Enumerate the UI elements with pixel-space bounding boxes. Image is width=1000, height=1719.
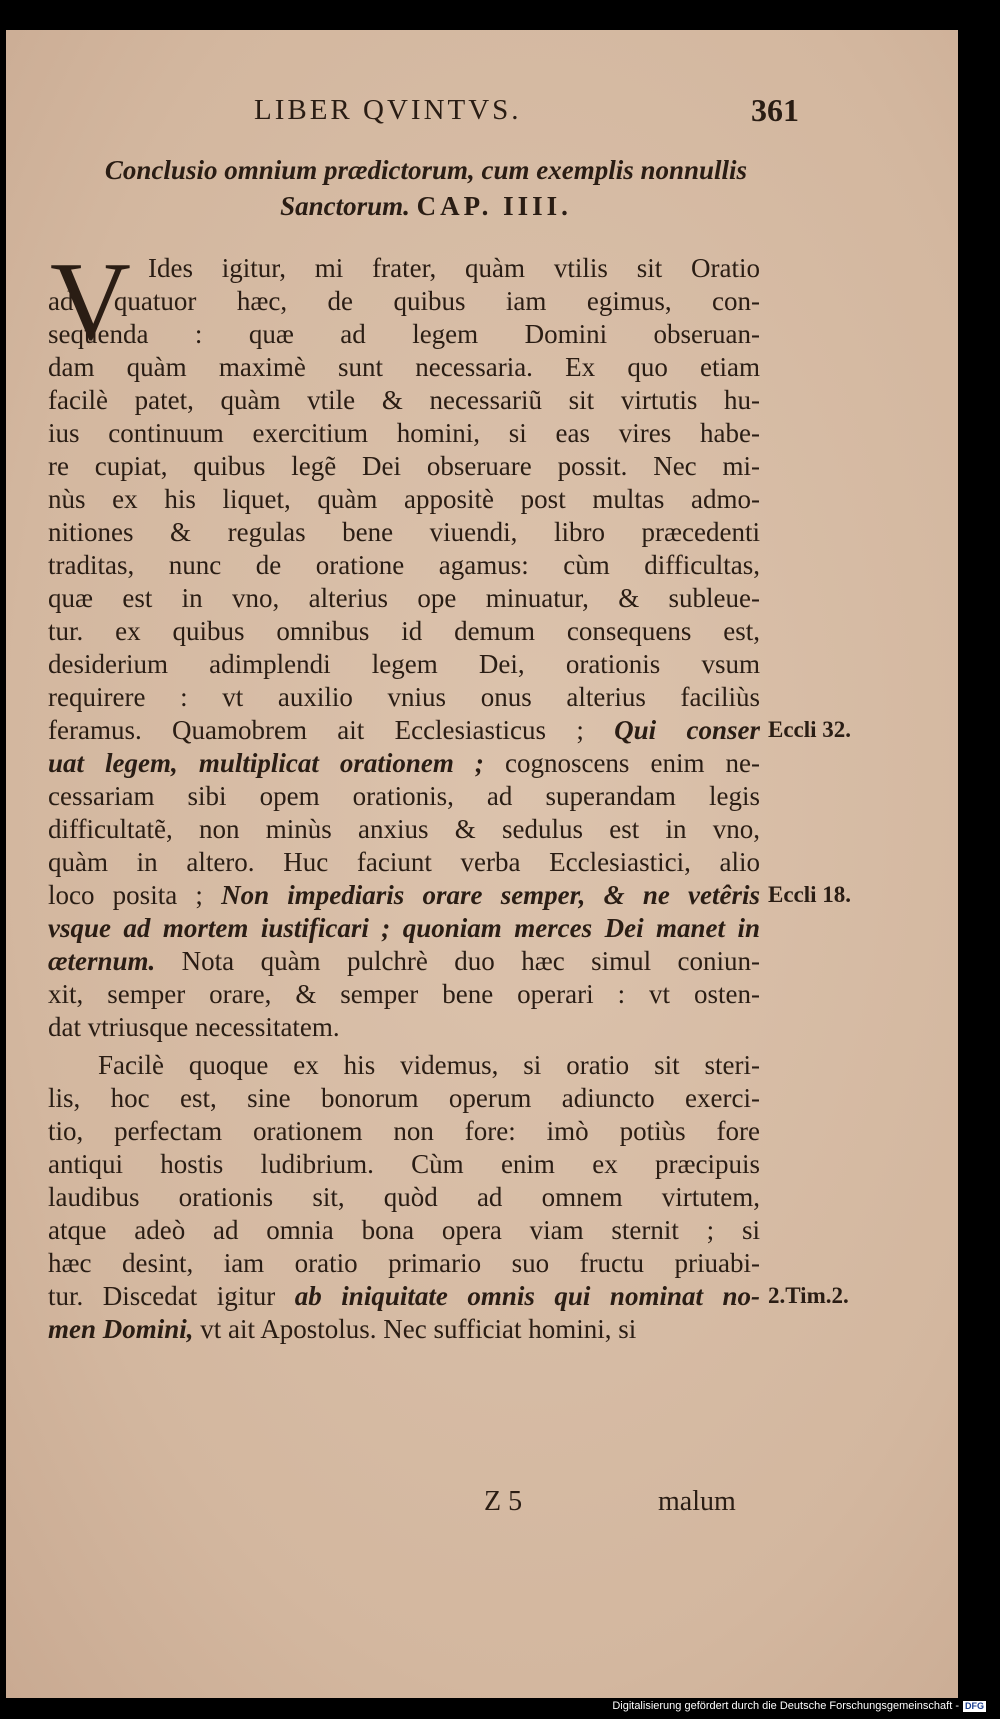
text-line — [48, 582, 760, 615]
text-line — [48, 1181, 760, 1214]
chapter-title — [66, 152, 786, 224]
text-run: quàm in altero. Huc faciunt verba Ecclesiastici, alio — [48, 847, 760, 877]
text-run: desiderium adimplendi legem Dei, orationis vsum — [48, 649, 760, 679]
text-run: nùs ex his liquet, quàm appositè post multas admo- — [48, 484, 760, 514]
text-run: atque adeò ad omnia bona opera viam sternit ; si — [48, 1215, 760, 1245]
text-run: quæ est in vno, alterius ope minuatur, & subleue- — [48, 583, 760, 613]
text-line — [48, 450, 760, 483]
italic-quotation: æternum. — [48, 946, 156, 976]
margin-note: 2.Tim.2. — [768, 1283, 849, 1308]
text-line — [48, 1082, 760, 1115]
text-line — [48, 648, 760, 681]
text-line — [48, 1148, 760, 1181]
chapter-title-sanctorum: Sanctorum. — [280, 191, 410, 221]
text-run: requirere : vt auxilio vnius onus alterius faciliùs — [48, 682, 760, 712]
text-line — [48, 417, 760, 450]
text-line — [98, 1049, 760, 1082]
text-line — [48, 483, 760, 516]
text-run: lis, hoc est, sine bonorum operum adiuncto exerci- — [48, 1083, 760, 1113]
text-run: dam quàm maximè sunt necessaria. Ex quo etiam — [48, 352, 760, 382]
text-run: loco posita ; — [48, 880, 222, 910]
text-run: xit, semper orare, & semper bene operari : vt osten- — [48, 979, 760, 1009]
text-line — [48, 1280, 760, 1313]
text-line — [48, 351, 760, 384]
book-page — [6, 30, 958, 1698]
text-run: antiqui hostis ludibrium. Cùm enim ex præcipuis — [48, 1149, 760, 1179]
text-run: tio, perfectam orationem non fore: imò potiùs fore — [48, 1116, 760, 1146]
text-line — [48, 1313, 760, 1346]
italic-quotation: vsque ad mortem iustificari ; quoniam merces Dei manet in — [48, 913, 760, 943]
text-line — [48, 384, 760, 417]
text-run: ius continuum exercitium homini, si eas vires habe- — [48, 418, 760, 448]
text-run: cessariam sibi opem orationis, ad superandam legis — [48, 781, 760, 811]
text-run: dat vtriusque necessitatem. — [48, 1012, 340, 1042]
text-run: cognoscens enim ne- — [483, 748, 760, 778]
chapter-title-line1: Conclusio omnium prædictorum, cum exemplis nonnullis — [104, 155, 748, 185]
text-run: sequenda : quæ ad legem Domini obseruan- — [48, 319, 760, 349]
text-run: re cupiat, quibus legẽ Dei obseruare possit. Nec mi- — [48, 451, 760, 481]
text-run: ad quatuor hæc, de quibus iam egimus, con- — [48, 286, 760, 316]
text-run: tur. ex quibus omnibus id demum consequens est, — [48, 616, 760, 646]
text-line — [48, 516, 760, 549]
text-line — [48, 1214, 760, 1247]
catchword: malum — [658, 1486, 736, 1517]
italic-quotation: uat legem, multiplicat orationem ; — [48, 748, 484, 778]
signature-mark: Z 5 — [484, 1486, 523, 1517]
text-line — [48, 615, 760, 648]
italic-quotation: ab iniquitate omnis qui nominat no- — [294, 1281, 760, 1311]
text-line — [48, 912, 760, 945]
text-run: nitiones & regulas bene viuendi, libro præcedenti — [48, 517, 760, 547]
text-line — [48, 945, 760, 978]
text-run: vt ait Apostolus. Nec sufficiat homini, si — [193, 1314, 637, 1344]
page-number: 361 — [751, 92, 799, 128]
chapter-title-line2 — [66, 188, 786, 224]
text-line — [48, 318, 760, 351]
text-run: traditas, nunc de oratione agamus: cùm difficultas, — [48, 550, 760, 580]
text-run: tur. Discedat igitur — [48, 1281, 295, 1311]
digitization-credit-text: Digitalisierung gefördert durch die Deutsche Forschungsgemeinschaft - — [612, 1700, 959, 1712]
text-run: Ides igitur, mi frater, quàm vtilis sit Oratio — [148, 253, 760, 283]
text-line — [48, 978, 760, 1011]
text-line — [48, 549, 760, 582]
text-line — [48, 1115, 760, 1148]
text-line — [48, 285, 760, 318]
text-line — [48, 846, 760, 879]
chapter-number: CAP. IIII. — [416, 191, 572, 221]
text-run: hæc desint, iam oratio primario suo fructu priuabi- — [48, 1248, 760, 1278]
margin-note: Eccli 18. — [768, 882, 852, 907]
text-line — [48, 780, 760, 813]
text-run: feramus. Quamobrem ait Ecclesiasticus ; — [48, 715, 615, 745]
text-line — [48, 681, 760, 714]
dfg-logo: DFG — [965, 1700, 984, 1711]
text-line — [48, 1247, 760, 1280]
text-line — [48, 1011, 760, 1044]
text-run: Nota quàm pulchrè duo hæc simul coniun- — [155, 946, 760, 976]
text-line — [148, 252, 760, 285]
text-run: laudibus orationis sit, quòd ad omnem virtutem, — [48, 1182, 760, 1212]
text-run: Facilè quoque ex his videmus, si oratio sit steri- — [98, 1050, 760, 1080]
text-line — [48, 879, 760, 912]
drop-cap-initial: V — [50, 240, 131, 364]
text-line — [48, 813, 760, 846]
running-head: LIBER QVINTVS. — [254, 94, 522, 126]
digitization-credit — [612, 1700, 986, 1712]
text-line — [48, 747, 760, 780]
text-line — [48, 714, 760, 747]
text-run: difficultatẽ, non minùs anxius & sedulus est in vno, — [48, 814, 760, 844]
italic-quotation: Qui conser — [614, 715, 760, 745]
margin-note: Eccli 32. — [768, 717, 852, 742]
italic-quotation: men Domini, — [48, 1314, 194, 1344]
italic-quotation: Non impediaris orare semper, & ne vetêris — [221, 880, 760, 910]
text-run: facilè patet, quàm vtile & necessariũ sit virtutis hu- — [48, 385, 760, 415]
